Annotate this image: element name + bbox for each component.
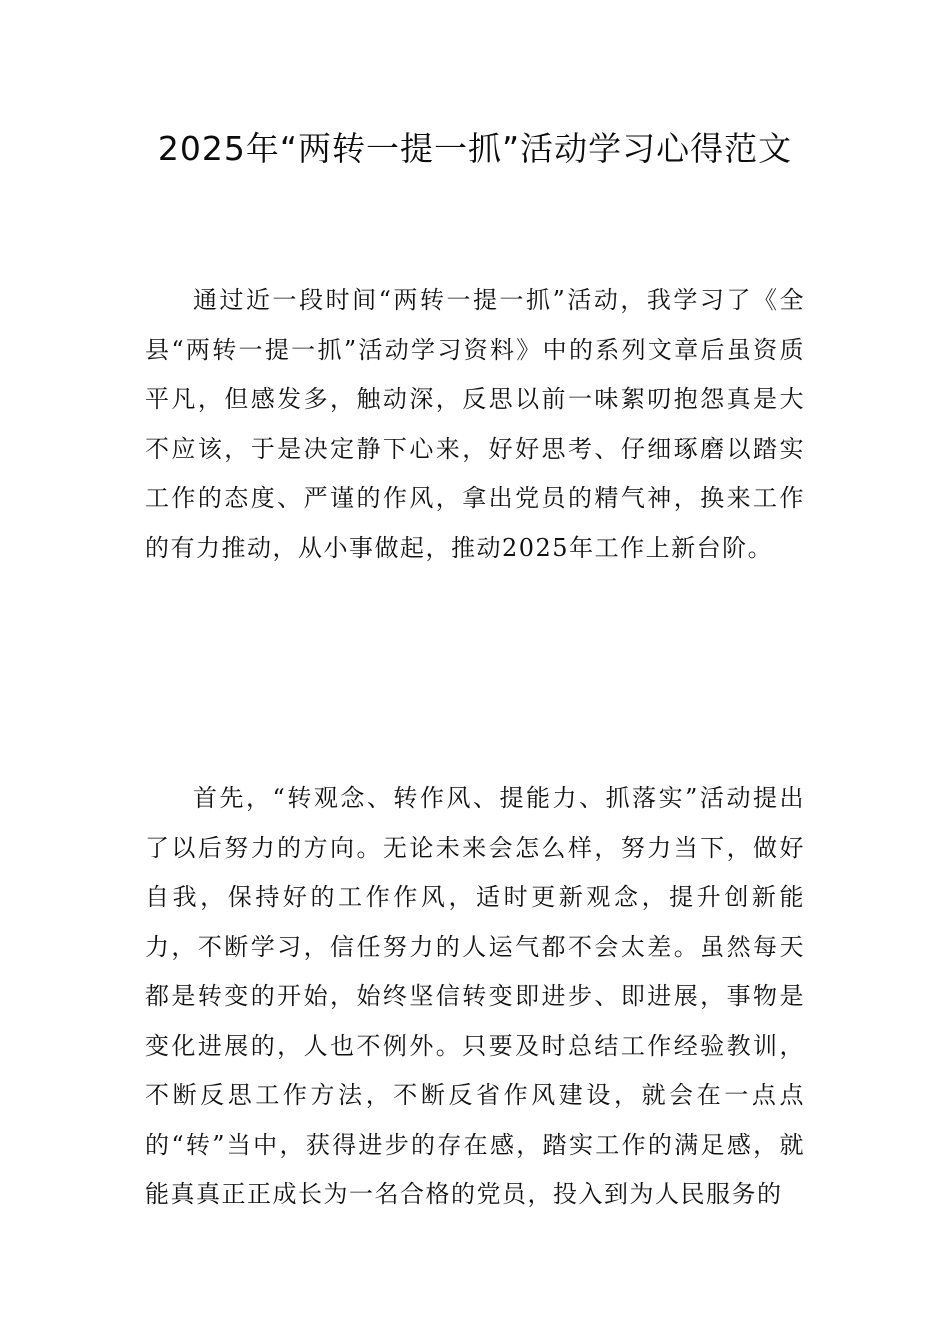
document-title: 2025年“两转一提一抓”活动学习心得范文 <box>157 129 793 168</box>
body-paragraph-1: 通过近一段时间“两转一提一抓”活动，我学习了《全县“两转一提一抓”活动学习资料》中的系列文章后虽资质平凡，但感发多，触动深，反思以前一味絮叨抱怨真是大不应该，于是决定静下心来，好好思考、仔细琢磨以踏实工作的态度、严谨的作风，拿出党员的精气神，换来工作的有力推动，从小事做起，推动2025年工作上新台阶。 <box>145 286 805 562</box>
body-paragraph-2: 首先，“转观念、转作风、提能力、抓落实”活动提出了以后努力的方向。无论未来会怎么样，努力当下，做好自我，保持好的工作作风，适时更新观念，提升创新能力，不断学习，信任努力的人运气都不会太差。虽然每天都是转变的开始，始终坚信转变即进步、即进展，事物是变化进展的，人也不例外。只要及时总结工作经验教训，不断反思工作方法，不断反省作风建设，就会在一点点的“转”当中，获得进步的存在感，踏实工作的满足感，就能真真正正成长为一名合格的党员，投入到为人民服务的 <box>145 784 805 1208</box>
